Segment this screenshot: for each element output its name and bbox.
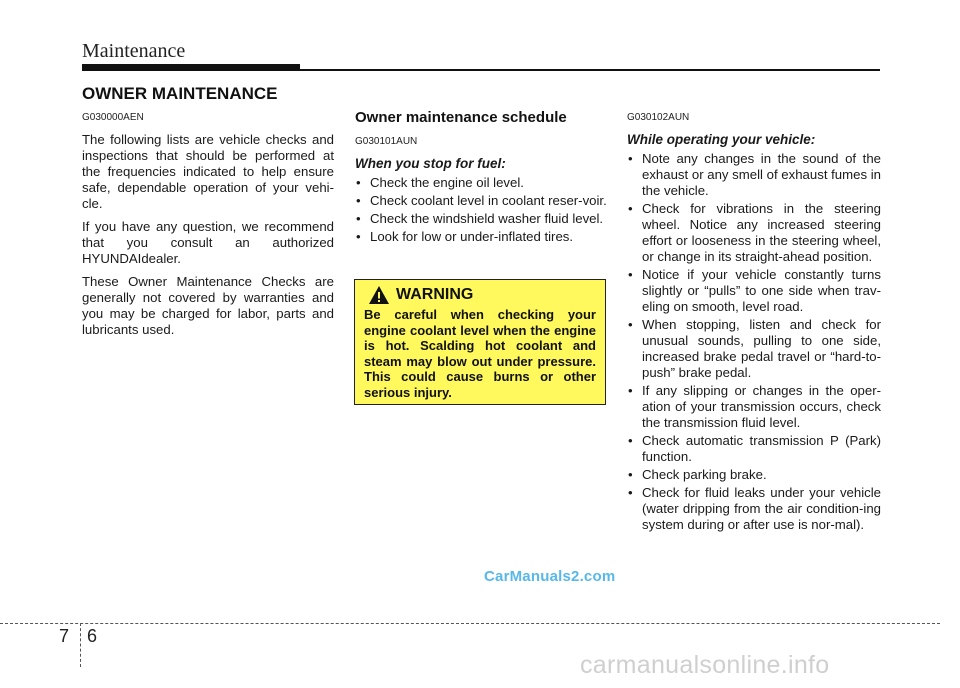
column-intro: [82, 112, 334, 345]
intro-paragraph: The following lists are vehicle checks and inspections that should be performed at the frequencies indicated to help ensure safe, dependable operation of your vehi-cle.: [82, 132, 334, 211]
warning-header: [364, 285, 596, 305]
list-item: • Check for vibrations in the steering wheel. Notice any increased steering effort or looseness in the steering wheel, or change in its straight-ahead position.: [627, 201, 881, 265]
footer-page-separator: [80, 623, 81, 667]
column-while-operating: [627, 112, 881, 535]
section-title: OWNER MAINTENANCE: [82, 84, 278, 103]
warning-text: Be careful when checking your engine coolant level when the engine is hot. Scalding hot coolant and steam may blow out under pressure. This could cause burns or other serious injury.: [364, 307, 596, 400]
list-item: • Check coolant level in coolant reser-voir.: [355, 193, 607, 209]
page-number: 6: [87, 626, 98, 646]
chapter-number: 7: [59, 626, 70, 646]
column-fuel-stop: [355, 110, 607, 247]
section-code: G030101AUN: [355, 136, 418, 147]
fuel-stop-list: [355, 175, 607, 245]
list-item: • Check parking brake.: [627, 467, 881, 483]
watermark-link[interactable]: CarManuals2.com: [484, 568, 616, 585]
intro-paragraph: If you have any question, we recommend that you consult an authorized HYUNDAIdealer.: [82, 219, 334, 266]
section-code: G030102AUN: [627, 112, 690, 123]
list-item: • Note any changes in the sound of the exhaust or any smell of exhaust fumes in the vehicle.: [627, 151, 881, 199]
footer-divider: [0, 623, 940, 624]
operating-heading: While operating your vehicle:: [627, 132, 816, 147]
section-code: G030000AEN: [82, 112, 144, 123]
list-item: • Notice if your vehicle constantly turns slightly or “pulls” to one side when trav-eling on smooth, level road.: [627, 267, 881, 315]
warning-box: [354, 279, 606, 405]
list-item: • Check the windshield washer fluid level.: [355, 211, 607, 227]
list-item: • If any slipping or changes in the oper-ation of your transmission occurs, check the transmission fluid level.: [627, 383, 881, 431]
header-rule: [82, 69, 880, 71]
schedule-heading: Owner maintenance schedule: [355, 109, 567, 126]
warning-title: WARNING: [396, 286, 474, 303]
site-watermark: carmanualsonline.info: [580, 651, 830, 679]
warning-triangle-icon: [368, 285, 390, 305]
list-item: • Check for fluid leaks under your vehicle (water dripping from the air condition-ing system during or after use is nor-mal).: [627, 485, 881, 533]
fuel-stop-heading: When you stop for fuel:: [355, 156, 506, 171]
header-title: Maintenance: [82, 40, 186, 62]
list-item: • When stopping, listen and check for unusual sounds, pulling to one side, increased brake pedal travel or “hard-to-push” brake pedal.: [627, 317, 881, 381]
list-item: • Check automatic transmission P (Park) function.: [627, 433, 881, 465]
list-item: • Check the engine oil level.: [355, 175, 607, 191]
operating-list: [627, 151, 881, 533]
list-item: • Look for low or under-inflated tires.: [355, 229, 607, 245]
intro-paragraph: These Owner Maintenance Checks are generally not covered by warranties and you may be charged for labor, parts and lubricants used.: [82, 274, 334, 337]
